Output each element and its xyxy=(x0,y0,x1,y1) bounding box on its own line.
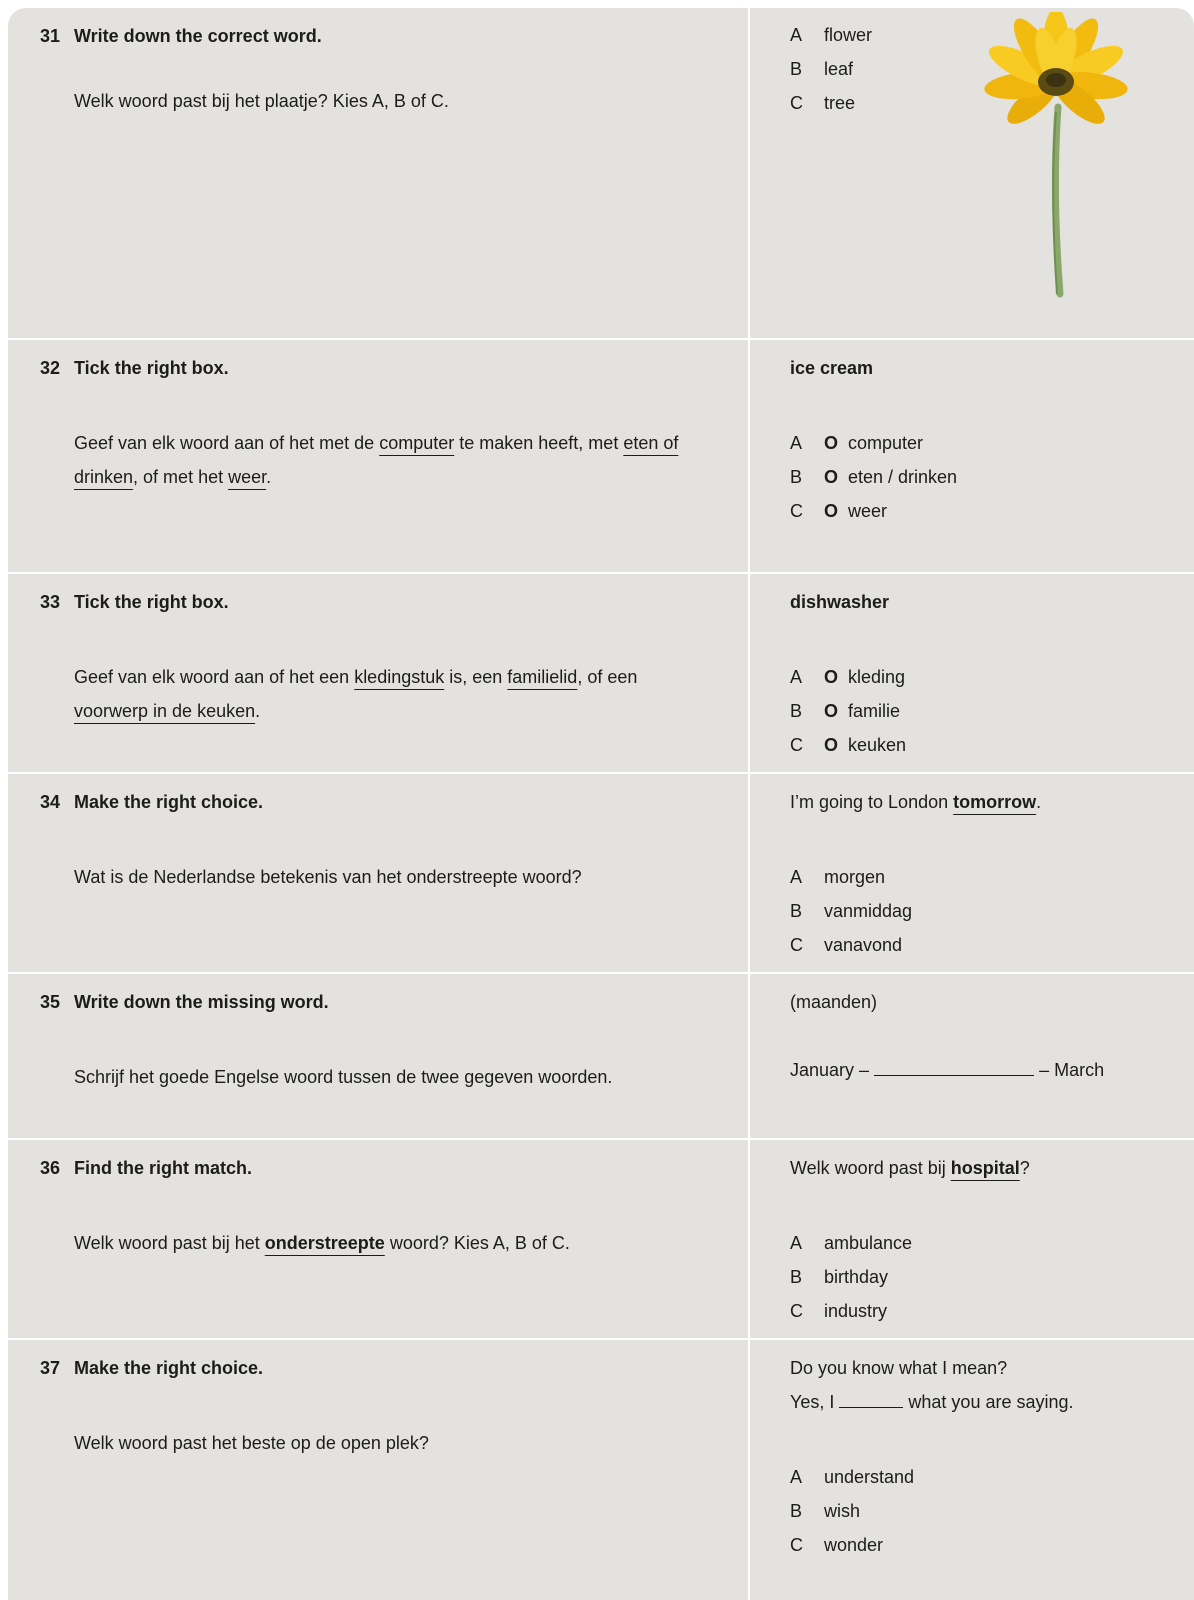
question-34-title: 34 Make the right choice. xyxy=(40,792,264,812)
option-b[interactable]: B birthday xyxy=(790,1267,889,1287)
question-37-right xyxy=(750,1340,1194,1600)
question-33-right xyxy=(750,574,1194,772)
question-33-options xyxy=(790,660,906,762)
question-34-options xyxy=(790,860,912,962)
question-32-left xyxy=(8,340,748,572)
option-a[interactable]: A morgen xyxy=(790,867,886,887)
question-36 xyxy=(8,1140,1194,1338)
question-36-left xyxy=(8,1140,748,1338)
question-34 xyxy=(8,774,1194,972)
exercise-sheet xyxy=(8,8,1194,1600)
question-31-title: 31 Write down the correct word. xyxy=(40,26,322,46)
question-35-answer-line: January – – March xyxy=(790,1060,1105,1080)
question-35-hint: (maanden) xyxy=(790,992,878,1012)
option-a[interactable]: A ambulance xyxy=(790,1233,913,1253)
flower-image xyxy=(960,12,1160,302)
option-c[interactable]: C tree xyxy=(790,93,856,113)
question-35 xyxy=(8,974,1194,1138)
option-c[interactable]: C industry xyxy=(790,1301,888,1321)
question-31-left xyxy=(8,8,748,338)
checkbox-circle-icon[interactable]: O xyxy=(824,467,839,487)
question-36-title: 36 Find the right match. xyxy=(40,1158,252,1178)
option-a[interactable]: A O computer xyxy=(790,426,957,460)
question-33-title: 33 Tick the right box. xyxy=(40,592,229,612)
question-32 xyxy=(8,340,1194,572)
checkbox-circle-icon[interactable]: O xyxy=(824,735,839,755)
question-36-options xyxy=(790,1226,912,1328)
checkbox-circle-icon[interactable]: O xyxy=(824,433,839,453)
checkbox-circle-icon[interactable]: O xyxy=(824,701,839,721)
question-32-right xyxy=(750,340,1194,572)
question-33-left xyxy=(8,574,748,772)
question-37-line-1: Do you know what I mean? xyxy=(790,1358,1008,1378)
option-b[interactable]: B vanmiddag xyxy=(790,901,913,921)
question-31-right xyxy=(750,8,1194,338)
option-c[interactable]: C O weer xyxy=(790,494,957,528)
question-37-instruction: Welk woord past het beste op de open plek? xyxy=(74,1433,429,1453)
question-32-instruction: Geef van elk woord aan of het met de computer te maken heeft, met eten of drinken, of met het weer. xyxy=(74,433,679,487)
question-34-sentence: I’m going to London tomorrow. xyxy=(790,792,1042,812)
question-37-left xyxy=(8,1340,748,1600)
question-34-right xyxy=(750,774,1194,972)
option-c[interactable]: C vanavond xyxy=(790,935,903,955)
option-b[interactable]: B wish xyxy=(790,1501,861,1521)
question-33-word: dishwasher xyxy=(790,592,890,612)
option-c[interactable]: C wonder xyxy=(790,1535,884,1555)
question-37-title: 37 Make the right choice. xyxy=(40,1358,264,1378)
option-a[interactable]: A flower xyxy=(790,25,873,45)
question-35-right xyxy=(750,974,1194,1138)
question-31-options xyxy=(790,18,872,120)
option-b[interactable]: B O familie xyxy=(790,694,906,728)
checkbox-circle-icon[interactable]: O xyxy=(824,501,839,521)
question-32-options xyxy=(790,426,957,528)
option-b[interactable]: B O eten / drinken xyxy=(790,460,957,494)
question-34-left xyxy=(8,774,748,972)
question-36-instruction: Welk woord past bij het onderstreepte woord? Kies A, B of C. xyxy=(74,1233,570,1253)
question-37 xyxy=(8,1340,1194,1600)
question-35-title: 35 Write down the missing word. xyxy=(40,992,329,1012)
question-33 xyxy=(8,574,1194,772)
question-34-instruction: Wat is de Nederlandse betekenis van het onderstreepte woord? xyxy=(74,867,582,887)
question-37-line-2: Yes, I what you are saying. xyxy=(790,1392,1074,1412)
checkbox-circle-icon[interactable]: O xyxy=(824,667,839,687)
question-37-options xyxy=(790,1460,914,1562)
question-32-word: ice cream xyxy=(790,358,874,378)
option-a[interactable]: A understand xyxy=(790,1467,915,1487)
option-b[interactable]: B leaf xyxy=(790,59,854,79)
question-32-title: 32 Tick the right box. xyxy=(40,358,229,378)
question-36-prompt: Welk woord past bij hospital? xyxy=(790,1158,1030,1178)
question-31-instruction: Welk woord past bij het plaatje? Kies A, B of C. xyxy=(74,91,449,111)
answer-blank[interactable] xyxy=(839,1406,903,1408)
question-36-right xyxy=(750,1140,1194,1338)
question-35-left xyxy=(8,974,748,1138)
answer-blank[interactable] xyxy=(874,1074,1034,1076)
option-c[interactable]: C O keuken xyxy=(790,728,906,762)
question-31 xyxy=(8,8,1194,338)
question-33-instruction: Geef van elk woord aan of het een kledingstuk is, een familielid, of een voorwerp in de keuken. xyxy=(74,667,638,721)
option-a[interactable]: A O kleding xyxy=(790,660,906,694)
question-35-instruction: Schrijf het goede Engelse woord tussen de twee gegeven woorden. xyxy=(74,1067,613,1087)
